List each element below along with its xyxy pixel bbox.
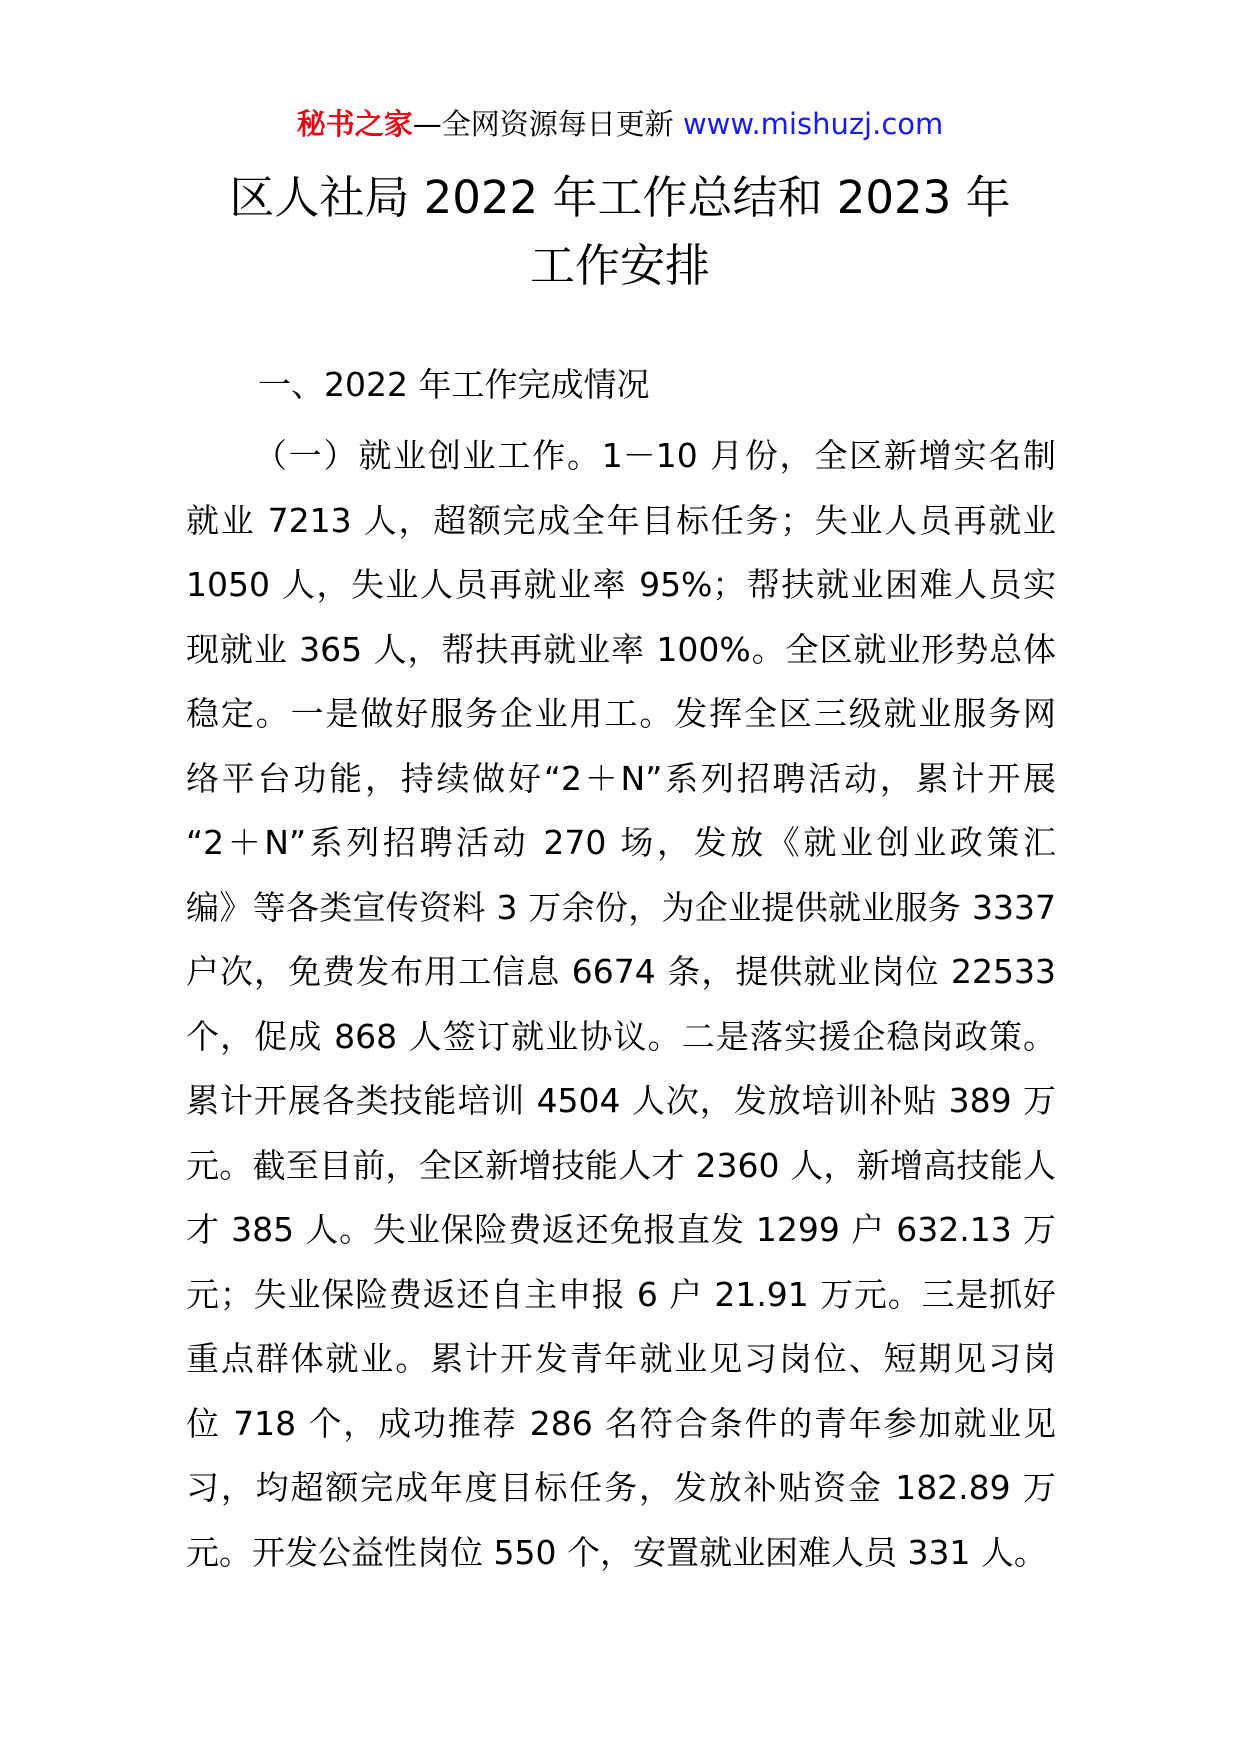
paragraph-line: 就业 7213 人，超额完成全年目标任务；失业人员再就业 [186,500,1056,540]
paragraph-line: （一）就业创业工作。1－10 月份，全区新增实名制 [254,436,1056,475]
paragraph-line: 才 385 人。失业保险费返还免报直发 1299 户 632.13 万 [186,1210,1056,1249]
paragraph-line: 习，均超额完成年度目标任务，发放补贴资金 182.89 万 [186,1468,1056,1507]
header-brand: 秘书之家 [296,107,413,141]
section-heading: 一、2022 年工作完成情况 [258,365,650,404]
paragraph-line: 络平台功能，持续做好“2＋N”系列招聘活动，累计开展 [186,758,1056,798]
paragraph-line: 个，促成 868 人签订就业协议。二是落实援企稳岗政策。 [186,1016,1056,1056]
paragraph-line: 累计开展各类技能培训 4504 人次，发放培训补贴 389 万 [186,1081,1056,1120]
paragraph-line: 现就业 365 人，帮扶再就业率 100%。全区就业形势总体 [186,629,1056,669]
paragraph-line: 稳定。一是做好服务企业用工。发挥全区三级就业服务网 [186,694,1056,733]
paragraph-line: 重点群体就业。累计开发青年就业见习岗位、短期见习岗 [186,1339,1056,1378]
paragraph-line: 元；失业保险费返还自主申报 6 户 21.91 万元。三是抓好 [186,1274,1056,1314]
paragraph-line: 1050 人，失业人员再就业率 95%；帮扶就业困难人员实 [186,565,1056,604]
title-line-2: 工作安排 [529,239,710,292]
body-paragraph [186,424,1056,1585]
paragraph-line: 户次，免费发布用工信息 6674 条，提供就业岗位 22533 [186,952,1056,991]
title-line-1: 区人社局 2022 年工作总结和 2023 年 [229,171,1011,224]
paragraph-line: 位 718 个，成功推荐 286 名符合条件的青年参加就业见 [186,1403,1056,1443]
header-url-link[interactable]: www.mishuzj.com [682,107,944,141]
paragraph-line: 元。截至目前，全区新增技能人才 2360 人，新增高技能人 [186,1145,1056,1185]
paragraph-line: “2＋N”系列招聘活动 270 场，发放《就业创业政策汇 [186,823,1056,862]
paragraph-line: 元。开发公益性岗位 550 个，安置就业困难人员 331 人。 [186,1532,1047,1572]
paragraph-line: 编》等各类宣传资料 3 万余份，为企业提供就业服务 3337 [186,887,1056,927]
document-title [0,164,1240,300]
watermark-header [0,104,1240,144]
header-slogan: —全网资源每日更新 [412,107,674,141]
